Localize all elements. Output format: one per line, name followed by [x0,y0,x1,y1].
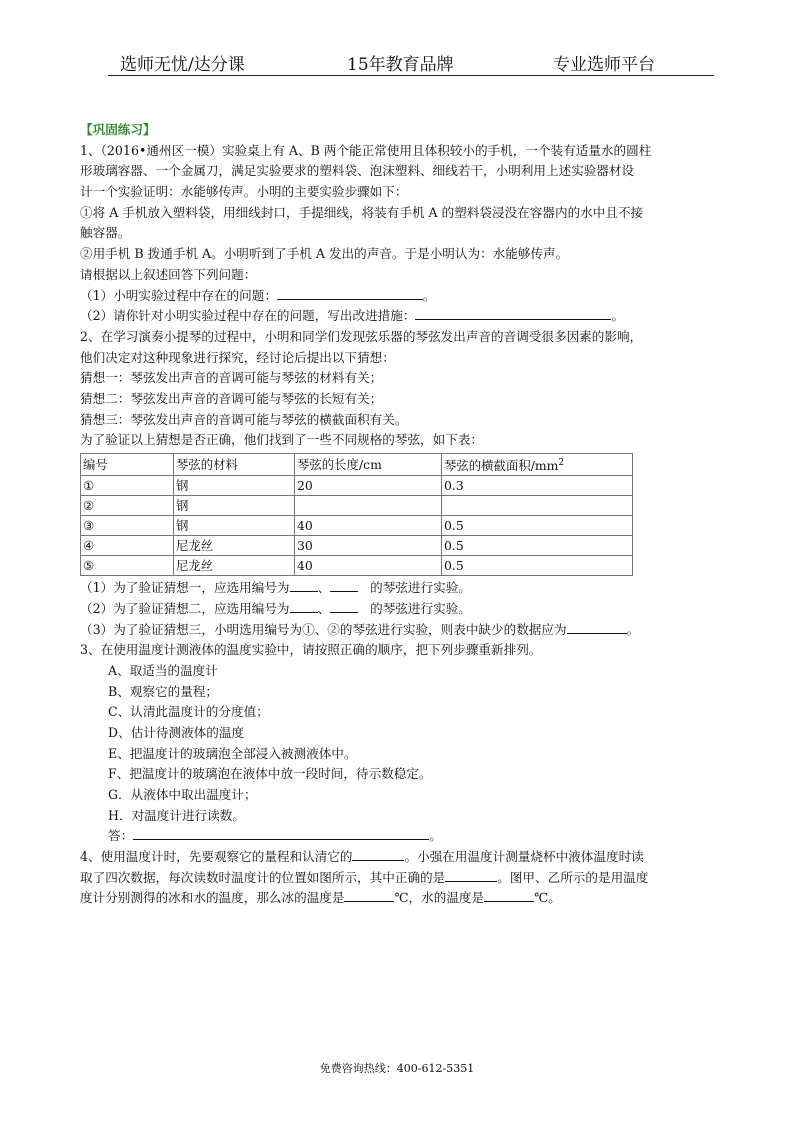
q2-sub3 [80,620,710,641]
q2-line: 猜想二：琴弦发出声音的音调可能与琴弦的长短有关； [80,390,383,406]
q2-sub3-text: （3）为了验证猜想三，小明选用编号为①、②的琴弦进行实验，则表中缺少的数据应为 [80,621,567,637]
q1-line: ②用手机 B 拨通手机 A。小明听到了手机 A 发出的声音。于是小明认为：水能够传声。 [80,246,569,262]
separator: 、 [317,580,331,596]
q4-text: 。图甲、乙所示的是用温度 [497,869,649,885]
end-mark: 。 [429,828,442,844]
area-unit-sup: 2 [558,458,565,468]
q2-sub1-text: （1）为了验证猜想一，应选用编号为 [80,580,290,596]
answer-blank[interactable] [415,306,611,320]
q3-step: G．从液体中取出温度计； [108,787,257,802]
table-row [81,516,633,536]
q2-line: 他们决定对这种现象进行探究，经讨论后提出以下猜想： [80,349,395,365]
answer-blank[interactable] [445,868,497,882]
answer-label: 答： [108,828,134,844]
q1-sub1 [80,286,710,307]
q2-line: 猜想一：琴弦发出声音的音调可能与琴弦的材料有关； [80,370,383,386]
q2-sub1 [80,578,710,599]
q2-line: 为了验证以上猜想是否正确，他们找到了一些不同规格的琴弦，如下表： [80,432,483,448]
q3-step: F、把温度计的玻璃泡在液体中放一段时间，待示数稳定。 [108,766,432,782]
q3-step: H．对温度计进行读数。 [108,807,245,823]
question-3 [80,640,710,847]
table-row [81,496,633,516]
question-4 [80,847,710,909]
end-mark: 。 [611,308,625,324]
table-cell: 尼龙丝 [174,536,295,556]
end-mark: 。 [422,287,436,303]
answer-blank[interactable] [277,286,423,300]
table-cell: 40 [295,516,442,536]
q3-step: D、估计待测液体的温度 [108,724,245,740]
table-cell: ④ [81,536,174,556]
q4-line [80,847,710,868]
table-cell: 钢 [174,496,295,516]
q2-line: 猜想三：琴弦发出声音的音调可能与琴弦的横截面积有关。 [80,411,408,427]
q1-sub1-text: （1）小明实验过程中存在的问题： [80,287,277,303]
table-cell: ① [81,476,174,496]
string-spec-table [80,453,633,576]
table-header-cell [442,454,633,476]
header-slogan: 15年教育品牌 [347,55,454,75]
table-header-row [81,454,633,476]
q4-text: ℃，水的温度是 [394,890,485,906]
q1-line: ①将 A 手机放入塑料袋，用细线封口，手提细线，将装有手机 A 的塑料袋浸没在容器内的水中且不接 [80,204,644,220]
section-title: 【巩固练习】 [80,122,156,137]
answer-blank[interactable] [330,599,358,613]
table-cell [295,496,442,516]
table-header-cell: 编号 [81,454,174,476]
table-header-cell: 琴弦的材料 [174,454,295,476]
q1-line: 触容器。 [80,225,131,241]
q2-sub1-tail: 的琴弦进行实验。 [370,580,471,596]
area-header-text: 琴弦的横截面积/mm [444,458,559,474]
answer-blank[interactable] [352,847,404,861]
q4-line [80,868,710,889]
q2-sub2-text: （2）为了验证猜想二，应选用编号为 [80,600,290,616]
q4-text: ℃。 [534,890,561,906]
header-brand: 选师无忧/达分课 [120,55,245,75]
q1-sub2 [80,306,710,327]
footer-hotline: 免费咨询热线：400-612-5351 [319,1062,475,1075]
q4-line [80,888,710,909]
page-header [108,50,714,74]
q1-line: 1、（2016•通州区一模）实验桌上有 A、B 两个能正常使用且体积较小的手机，一个装有适量水的圆柱 [80,142,652,158]
answer-blank[interactable] [330,578,358,592]
worksheet-content [80,120,710,909]
table-cell: ② [81,496,174,516]
q3-step: C、认清此温度计的分度值； [108,704,269,720]
q2-line: 2、在学习演奏小提琴的过程中，小明和同学们发现弦乐器的琴弦发出声音的音调受很多因素的影响， [80,328,643,344]
table-row [81,556,633,576]
answer-blank[interactable] [290,578,318,592]
table-cell: 钢 [174,476,295,496]
table-cell: 0.5 [442,556,633,576]
answer-blank[interactable] [290,599,318,613]
q1-line: 计一个实验证明：水能够传声。小明的主要实验步骤如下： [80,184,408,200]
table-cell: 钢 [174,516,295,536]
table-cell: 20 [295,476,442,496]
q1-line: 形玻璃容器、一个金属刀，满足实验要求的塑料袋、泡沫塑料、细线若干，小明利用上述实验器材设 [80,163,635,179]
q3-answer [80,826,710,847]
table-cell: 0.5 [442,536,633,556]
header-divider [108,75,714,76]
table-cell: 0.5 [442,516,633,536]
table-cell: ⑤ [81,556,174,576]
table-cell: 0.3 [442,476,633,496]
end-mark: 。 [626,621,640,637]
q3-step: E、把温度计的玻璃泡全部浸入被测液体中。 [108,745,357,761]
q1-line: 请根据以上叙述回答下列问题： [80,266,257,282]
question-1 [80,141,710,327]
table-row [81,476,633,496]
q4-text: 4、使用温度计时，先要观察它的量程和认清它的 [80,849,353,865]
answer-blank[interactable] [344,888,394,902]
table-row [81,536,633,556]
q3-step: A、取适当的温度计 [108,662,218,678]
table-cell: 40 [295,556,442,576]
q3-step: B、观察它的量程； [108,683,219,699]
table-cell [442,496,633,516]
q3-intro: 3、在使用温度计测液体的温度实验中，请按照正确的顺序，把下列步骤重新排列。 [80,642,542,658]
q4-text: 。小强在用温度计测量烧杯中液体温度时读 [404,849,644,865]
answer-blank[interactable] [133,826,429,840]
q4-text: 度计分别测得的冰和水的温度，那么冰的温度是 [80,890,345,906]
question-2 [80,327,710,640]
q4-text: 取了四次数据，每次读数时温度计的位置如图所示，其中正确的是 [80,869,446,885]
table-cell: 30 [295,536,442,556]
q2-sub2-tail: 的琴弦进行实验。 [370,600,471,616]
table-cell: ③ [81,516,174,536]
table-cell: 尼龙丝 [174,556,295,576]
answer-blank[interactable] [484,888,534,902]
answer-blank[interactable] [567,620,627,634]
header-platform: 专业选师平台 [553,55,655,75]
separator: 、 [317,600,331,616]
q2-sub2 [80,599,710,620]
q1-sub2-text: （2）请你针对小明实验过程中存在的问题，写出改进措施： [80,308,416,324]
table-header-cell: 琴弦的长度/cm [295,454,442,476]
